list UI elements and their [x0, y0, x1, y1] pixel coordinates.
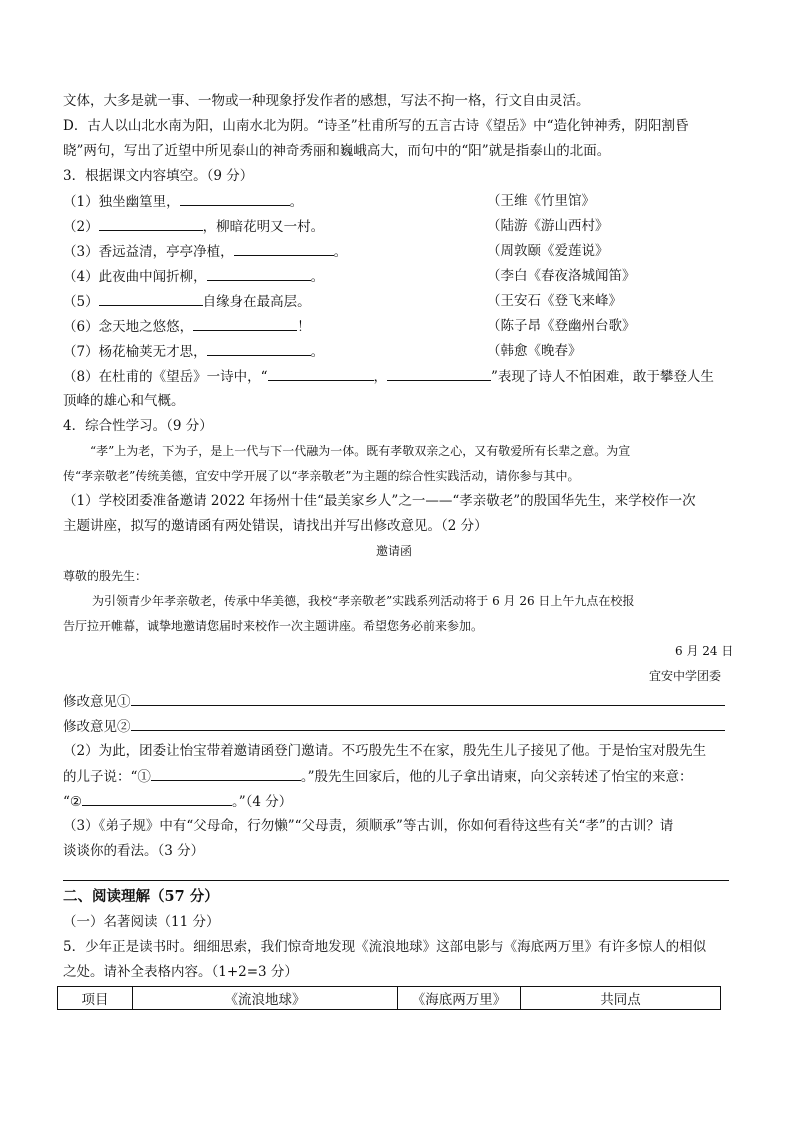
source-label: （王安石《登飞来峰》: [487, 293, 622, 309]
answer-blank[interactable]: [207, 342, 311, 356]
source-label: （陈子昂《登幽州台歌》: [487, 318, 636, 334]
answer-blank[interactable]: [82, 792, 232, 806]
answer-blank[interactable]: [99, 292, 203, 306]
text-line: D．古人以山北水南为阳，山南水北为阴。“诗圣”杜甫所写的五言古诗《望岳》中“造化钟神秀，阴阳割昏: [63, 118, 689, 134]
fill-item-1: （1）独坐幽篁里， 。: [63, 194, 304, 210]
letter-body: 为引领青少年孝亲敬老，传承中华美德，我校“孝亲敬老”实践系列活动将于 6 月 26 日上午九点在校报: [92, 594, 635, 608]
fill-item-4: （4）此夜曲中闻折柳， 。: [63, 269, 325, 285]
answer-blank[interactable]: [151, 767, 301, 781]
text-line: 主题讲座，拟写的邀请函有两处错误，请找出并写出修改意见。（2 分）: [63, 518, 488, 534]
text-line: 之处。请补全表格内容。（1+2=3 分）: [63, 964, 298, 980]
answer-blank[interactable]: [387, 367, 491, 381]
answer-blank[interactable]: [180, 192, 290, 206]
text-line: 5．少年正是读书时。细细思索，我们惊奇地发现《流浪地球》这部电影与《海底两万里》有许多惊人的相似: [63, 939, 707, 955]
table-header-cell: 《海底两万里》: [398, 987, 521, 1010]
answer-blank[interactable]: [207, 267, 311, 281]
text-line: （1）学校团委准备邀请 2022 年扬州十佳“最美家乡人”之一——“孝亲敬老”的殷国华先生，来学校作一次: [63, 493, 696, 509]
fix-line-2: 修改意见②: [63, 717, 725, 736]
table-header-cell: 《流浪地球》: [133, 987, 398, 1010]
fill-item-5: （5） 自缘身在最高层。: [63, 294, 311, 310]
answer-blank[interactable]: [99, 217, 203, 231]
text-line: “孝”上为老，下为子，是上一代与下一代融为一体。既有孝敬双亲之心，又有敬爱所有长辈之意。为宣: [90, 444, 631, 458]
text-line: 晓”两句，写出了近望中所见泰山的神奇秀丽和巍峨高大，而句中的“阳”就是指泰山的北面。: [63, 143, 611, 159]
text-line: （2）为此，团委让怡宝带着邀请函登门邀请。不巧殷先生不在家，殷先生儿子接见了他。于是怡宝对殷先生: [63, 743, 707, 759]
section-title: 二、阅读理解（57 分）: [63, 888, 219, 905]
text-line: 的儿子说：“① 。”殷先生回家后，他的儿子拿出请柬，向父亲转述了怡宝的来意：: [63, 769, 693, 785]
answer-blank[interactable]: [131, 717, 725, 731]
fill-item-3: （3）香远益清，亭亭净植， 。: [63, 244, 348, 260]
letter-salutation: 尊敬的殷先生：: [63, 569, 148, 583]
source-label: （李白《春夜洛城闻笛》: [487, 268, 636, 284]
source-label: （陆游《游山西村》: [487, 218, 609, 234]
table-header-cell: 项目: [58, 987, 133, 1010]
fill-item-7: （7）杨花榆荚无才思， 。: [63, 344, 325, 360]
question-title: 4．综合性学习。（9 分）: [63, 418, 213, 434]
source-label: （王维《竹里馆》: [487, 193, 595, 209]
text-line: 顶峰的雄心和气概。: [63, 393, 185, 409]
fill-item-6: （6）念天地之悠悠， ！: [63, 319, 311, 335]
text-line: 传“孝亲敬老”传统美德，宜安中学开展了以“孝亲敬老”为主题的综合性实践活动，请你参与其中。: [63, 469, 580, 483]
fill-item-2: （2） ，柳暗花明又一村。: [63, 219, 325, 235]
text-line: “② 。”（4 分）: [63, 794, 293, 810]
section-divider: [63, 880, 729, 881]
table-header-row: [58, 987, 721, 1010]
letter-body: 告厅拉开帷幕，诚挚地邀请您届时来校作一次主题讲座。希望您务必前来参加。: [63, 619, 484, 633]
source-label: （韩愈《晚春》: [487, 343, 582, 359]
fix-line-1: 修改意见①: [63, 692, 725, 711]
table-header-cell: 共同点: [521, 987, 721, 1010]
comparison-table: [57, 986, 721, 1010]
source-label: （周敦颐《爱莲说》: [487, 243, 609, 259]
answer-blank[interactable]: [193, 317, 297, 331]
answer-blank[interactable]: [234, 242, 334, 256]
fill-item-8: （8）在杜甫的《望岳》一诗中，“ ， ”表现了诗人不怕困难，敢于攀登人生: [63, 369, 714, 385]
letter-date: 6 月 24 日: [675, 644, 734, 658]
text-line: 文体，大多是就一事、一物或一种现象抒发作者的感想，写法不拘一格，行文自由灵活。: [63, 93, 590, 109]
text-line: （3）《弟子规》中有“父母命，行勿懒”“父母责，须顺承”等古训，你如何看待这些有关“孝”的古训？请: [63, 818, 674, 834]
letter-title: 邀请函: [376, 544, 413, 558]
answer-blank[interactable]: [268, 367, 374, 381]
question-title: 3．根据课文内容填空。（9 分）: [63, 168, 254, 184]
subsection-title: （一）名著阅读（11 分）: [63, 914, 220, 930]
letter-signer: 宜安中学团委: [649, 669, 722, 683]
answer-blank[interactable]: [131, 692, 725, 706]
text-line: 谈谈你的看法。（3 分）: [63, 843, 205, 859]
